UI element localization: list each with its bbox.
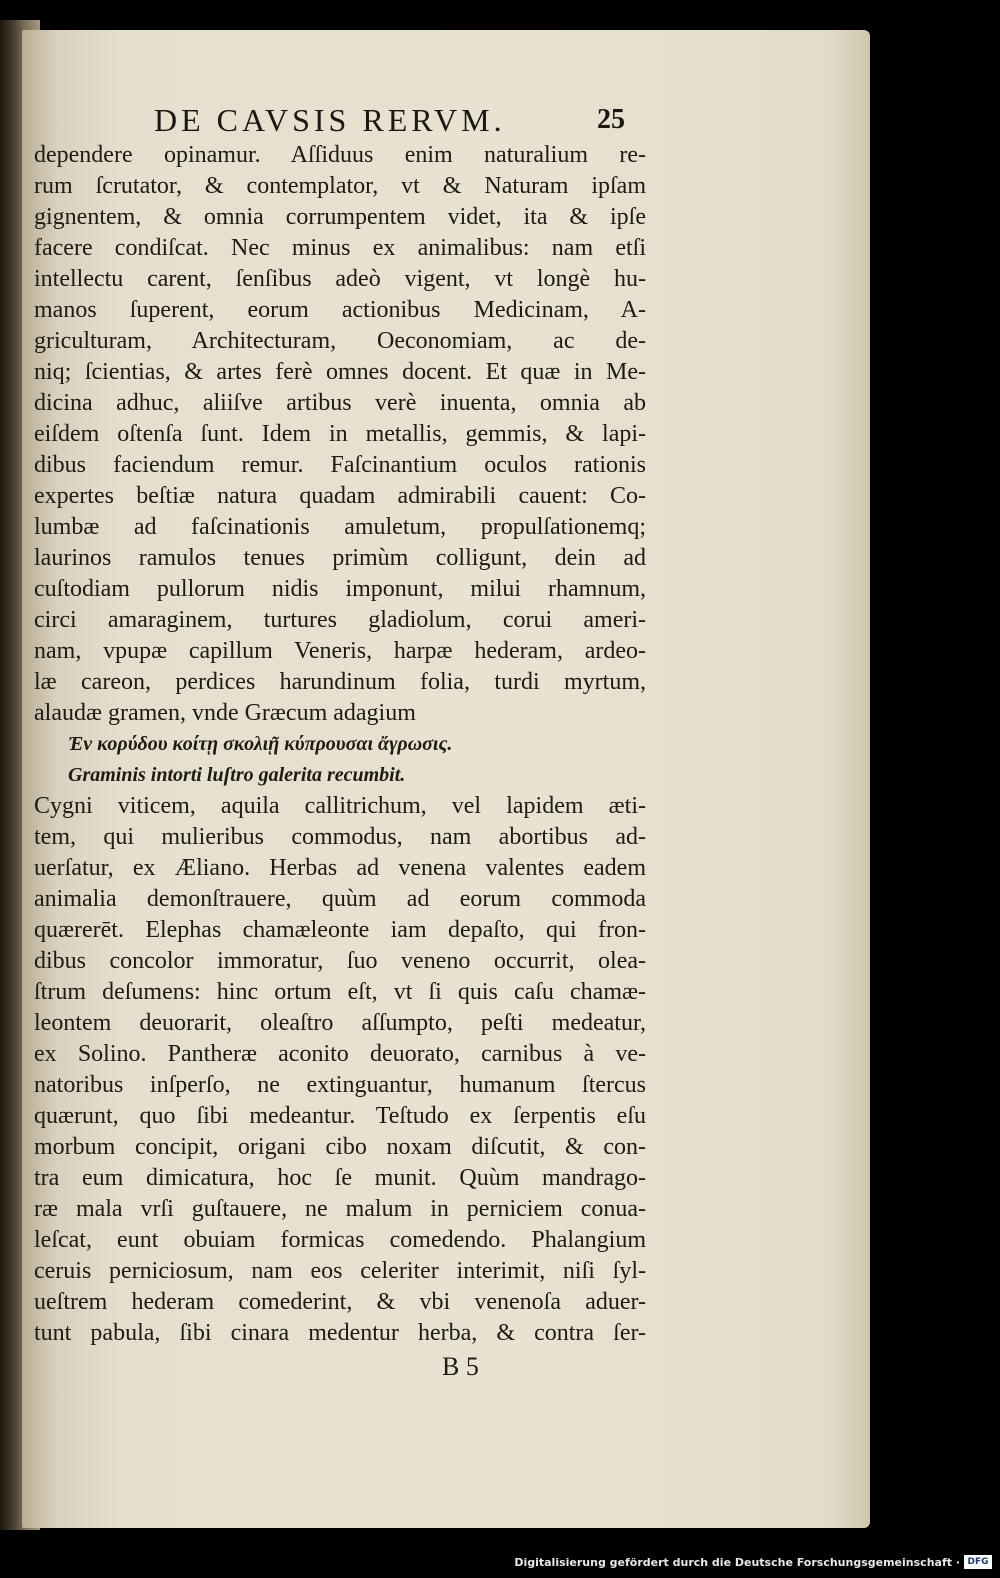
text-line: gignentem, & omnia corrumpentem videt, ita & ipſe [34,204,646,230]
text-line: ceruis perniciosum, nam eos celeriter interimit, niſi ſyl- [34,1258,646,1284]
text-line: eiſdem oſtenſa ſunt. Idem in metallis, gemmis, & lapi- [34,421,646,447]
text-line: nam, vpupæ capillum Veneris, harpæ hederam, ardeo- [34,638,646,664]
footer-bar [0,1548,1000,1578]
text-line: expertes beſtiæ natura quadam admirabili cauent: Co- [34,483,646,509]
text-line: animalia demonſtrauere, quùm ad eorum commoda [34,886,646,912]
text-line: tem, qui mulieribus commodus, nam abortibus ad- [34,824,646,850]
text-line: intellectu carent, ſenſibus adeò vigent, vt longè hu- [34,266,646,292]
text-line: quærunt, quo ſibi medeantur. Teſtudo ex ſerpentis eſu [34,1103,646,1129]
text-line: Cygni viticem, aquila callitrichum, vel lapidem æti- [34,793,646,819]
text-line: ex Solino. Pantheræ aconito deuorato, carnibus à ve- [34,1041,646,1067]
text-line: facere condiſcat. Nec minus ex animalibus: nam etſi [34,235,646,261]
page-number: 25 [597,104,625,135]
dfg-logo: DFG [964,1555,992,1569]
text-line: alaudæ gramen, vnde Græcum adagium [34,700,416,726]
text-line: quærerēt. Elephas chamæleonte iam depaſto, qui fron- [34,917,646,943]
signature-mark: B 5 [442,1352,479,1381]
text-line: ſtrum deſumens: hinc ortum eſt, vt ſi quis caſu chamæ- [34,979,646,1005]
text-line: circi amaraginem, turtures gladiolum, corui ameri- [34,607,646,633]
text-block [34,140,646,1349]
text-line: ræ mala vrſi guſtauere, ne malum in perniciem conua- [34,1196,646,1222]
text-line: rum ſcrutator, & contemplator, vt & Naturam ipſam [34,173,646,199]
text-line: ueſtrem hederam comederint, & vbi venenoſa aduer- [34,1289,646,1315]
greek-verse: Ἐν κορύδου κοίτῃ σκολιῇ κύπρουσαι ἄγρωσις. [68,733,453,755]
text-line: manos ſuperent, eorum actionibus Medicinam, A- [34,297,646,323]
text-line: cuſtodiam pullorum nidis imponunt, milui rhamnum, [34,576,646,602]
text-line: lumbæ ad faſcinationis amuletum, propulſationemq; [34,514,646,540]
text-line: griculturam, Architecturam, Oeconomiam, ac de- [34,328,646,354]
text-line: uerſatur, ex Æliano. Herbas ad venena valentes eadem [34,855,646,881]
text-line: leontem deuorarit, oleaſtro aſſumpto, peſti medeatur, [34,1010,646,1036]
text-line: leſcat, eunt obuiam formicas comedendo. Phalangium [34,1227,646,1253]
text-line: tra eum dimicatura, hoc ſe munit. Quùm mandrago- [34,1165,646,1191]
funding-notice: Digitalisierung gefördert durch die Deutsche Forschungsgemeinschaft · [514,1556,960,1569]
text-line: laurinos ramulos tenues primùm colligunt, dein ad [34,545,646,571]
text-line: dicina adhuc, aliiſve artibus verè inuenta, omnia ab [34,390,646,416]
text-line: morbum concipit, origani cibo noxam diſcutit, & con- [34,1134,646,1160]
text-line: niq; ſcientias, & artes ferè omnes docent. Et quæ in Me- [34,359,646,385]
text-line: tunt pabula, ſibi cinara medentur herba, & contra ſer- [34,1320,646,1346]
text-line: dependere opinamur. Aſſiduus enim naturalium re- [34,142,646,168]
text-line: natoribus inſperſo, ne extinguantur, humanum ſtercus [34,1072,646,1098]
text-line: dibus faciendum remur. Faſcinantium oculos rationis [34,452,646,478]
latin-verse: Graminis intorti luſtro galerita recumbit. [68,764,406,786]
text-line: dibus concolor immoratur, ſuo veneno occurrit, olea- [34,948,646,974]
running-head [22,100,870,144]
running-title: DE CAVSIS RERVM. [154,102,506,138]
text-line: læ careon, perdices harundinum folia, turdi myrtum, [34,669,646,695]
book-page [22,30,870,1528]
